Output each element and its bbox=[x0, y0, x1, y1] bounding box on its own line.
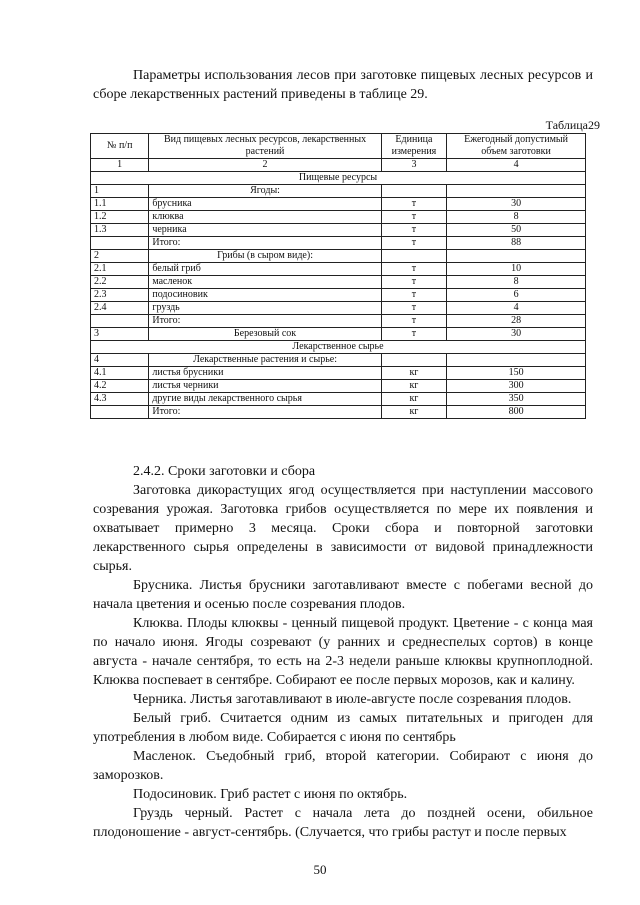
group-num: 2 bbox=[91, 250, 149, 263]
total-row bbox=[91, 315, 586, 328]
total-unit: кг bbox=[381, 406, 446, 419]
page-number: 50 bbox=[313, 862, 327, 877]
row-num: 2.3 bbox=[91, 289, 149, 302]
row-name: подосиновик bbox=[149, 289, 381, 302]
row-value: 30 bbox=[447, 198, 586, 211]
colnum-3: 3 bbox=[381, 159, 446, 172]
table-row bbox=[91, 393, 586, 406]
total-unit: т bbox=[381, 237, 446, 250]
row-name: белый гриб bbox=[149, 263, 381, 276]
paragraph: Брусника. Листья брусники заготавливают вместе с побегами весной до начала цветения и осенью после созревания плодов. bbox=[93, 578, 593, 612]
total-label: Итого: bbox=[149, 406, 381, 419]
group-title: Лекарственные растения и сырье: bbox=[149, 354, 381, 367]
header-unit: Единица измерения bbox=[381, 134, 446, 159]
header-type: Вид пищевых лесных ресурсов, лекарственных растений bbox=[149, 134, 381, 159]
group-num: 4 bbox=[91, 354, 149, 367]
table-row bbox=[91, 224, 586, 237]
table-row bbox=[91, 198, 586, 211]
row-name: груздь bbox=[149, 302, 381, 315]
header-num: № п/п bbox=[91, 134, 149, 159]
row-num: 1.3 bbox=[91, 224, 149, 237]
total-label: Итого: bbox=[149, 315, 381, 328]
table-row bbox=[91, 380, 586, 393]
group-num: 1 bbox=[91, 185, 149, 198]
row-name: клюква bbox=[149, 211, 381, 224]
row-unit: кг bbox=[381, 393, 446, 406]
row-value: 150 bbox=[447, 367, 586, 380]
header-volume: Ежегодный допустимый объем заготовки bbox=[447, 134, 586, 159]
group-title: Грибы (в сыром виде): bbox=[149, 250, 381, 263]
paragraph: Клюква. Плоды клюквы - ценный пищевой продукт. Цветение - с конца мая по начало июня. Ягоды созревают (у ранних и среднеспелых сортов) в конце августа - начале сентября, то есть на 2-3 недели раньше клюквы крупноплодной. Клюква поспевает в сентябре. Собирают ее после первых морозов, как и калину. bbox=[93, 616, 593, 688]
row-num: 4.3 bbox=[91, 393, 149, 406]
paragraph: Масленок. Съедобный гриб, второй категории. Собирают с июня до заморозков. bbox=[93, 749, 593, 783]
row-value: 10 bbox=[447, 263, 586, 276]
total-row bbox=[91, 406, 586, 419]
row-value: 30 bbox=[447, 328, 586, 341]
row-unit: т bbox=[381, 211, 446, 224]
table-row bbox=[91, 211, 586, 224]
section-food-resources: Пищевые ресурсы bbox=[91, 172, 586, 185]
section-heading: 2.4.2. Сроки заготовки и сбора bbox=[133, 464, 316, 479]
row-unit: т bbox=[381, 276, 446, 289]
row-unit: т bbox=[381, 224, 446, 237]
row-value: 6 bbox=[447, 289, 586, 302]
table-row bbox=[91, 276, 586, 289]
row-num: 1.1 bbox=[91, 198, 149, 211]
table-row bbox=[91, 302, 586, 315]
row-name: другие виды лекарственного сырья bbox=[149, 393, 381, 406]
group-row bbox=[91, 250, 586, 263]
colnum-4: 4 bbox=[447, 159, 586, 172]
row-unit: кг bbox=[381, 367, 446, 380]
row-unit: т bbox=[381, 289, 446, 302]
row-value: 300 bbox=[447, 380, 586, 393]
section-row bbox=[91, 172, 586, 185]
paragraph: Белый гриб. Считается одним из самых питательных и пригоден для употребления в любом виде. Собирается с июня по сентябрь bbox=[93, 711, 593, 745]
row-unit: т bbox=[381, 302, 446, 315]
row-name: Березовый сок bbox=[149, 328, 381, 341]
row-value: 4 bbox=[447, 302, 586, 315]
row-num: 2.4 bbox=[91, 302, 149, 315]
row-unit: кг bbox=[381, 380, 446, 393]
table-header-row bbox=[91, 134, 586, 159]
total-unit: т bbox=[381, 315, 446, 328]
row-name: листья черники bbox=[149, 380, 381, 393]
row-name: брусника bbox=[149, 198, 381, 211]
row-num: 4.1 bbox=[91, 367, 149, 380]
row-num: 2.1 bbox=[91, 263, 149, 276]
row-value: 8 bbox=[447, 211, 586, 224]
row-num: 1.2 bbox=[91, 211, 149, 224]
paragraph: Заготовка дикорастущих ягод осуществляется при наступлении массового созревания урожая. Заготовка грибов осуществляется по мере их появления и охватывает примерно 3 месяца. Сроки сбора и повторной заготовки лекарственного сырья определены в зависимости от видовой принадлежности сырья. bbox=[93, 483, 593, 574]
colnum-2: 2 bbox=[149, 159, 381, 172]
row-name: листья брусники bbox=[149, 367, 381, 380]
row-unit: т bbox=[381, 328, 446, 341]
row-unit: т bbox=[381, 198, 446, 211]
colnum-1: 1 bbox=[91, 159, 149, 172]
intro-paragraph: Параметры использования лесов при заготовке пищевых лесных ресурсов и сборе лекарственных растений приведены в таблице 29. bbox=[93, 68, 593, 102]
section-row bbox=[91, 341, 586, 354]
section-medicinal: Лекарственное сырье bbox=[91, 341, 586, 354]
total-value: 800 bbox=[447, 406, 586, 419]
row-name: масленок bbox=[149, 276, 381, 289]
total-label: Итого: bbox=[149, 237, 381, 250]
total-row bbox=[91, 237, 586, 250]
row-num: 3 bbox=[91, 328, 149, 341]
table-row bbox=[91, 289, 586, 302]
group-row bbox=[91, 185, 586, 198]
body-text bbox=[93, 462, 593, 842]
total-value: 28 bbox=[447, 315, 586, 328]
paragraph: Черника. Листья заготавливают в июле-августе после созревания плодов. bbox=[133, 692, 572, 707]
row-value: 50 bbox=[447, 224, 586, 237]
table-row bbox=[91, 263, 586, 276]
row-unit: т bbox=[381, 263, 446, 276]
group-row bbox=[91, 354, 586, 367]
row-name: черника bbox=[149, 224, 381, 237]
paragraph: Подосиновик. Гриб растет с июня по октябрь. bbox=[133, 787, 408, 802]
row-num: 2.2 bbox=[91, 276, 149, 289]
table-row bbox=[91, 367, 586, 380]
row-num: 4.2 bbox=[91, 380, 149, 393]
group-title: Ягоды: bbox=[149, 185, 381, 198]
table-caption: Таблица29 bbox=[545, 118, 600, 132]
row-value: 8 bbox=[447, 276, 586, 289]
resources-table bbox=[90, 133, 586, 419]
total-value: 88 bbox=[447, 237, 586, 250]
table-row bbox=[91, 328, 586, 341]
row-value: 350 bbox=[447, 393, 586, 406]
column-number-row bbox=[91, 159, 586, 172]
paragraph: Груздь черный. Растет с начала лета до поздней осени, обильное плодоношение - август-сентябрь. (Случается, что грибы растут и после первых bbox=[93, 806, 593, 840]
